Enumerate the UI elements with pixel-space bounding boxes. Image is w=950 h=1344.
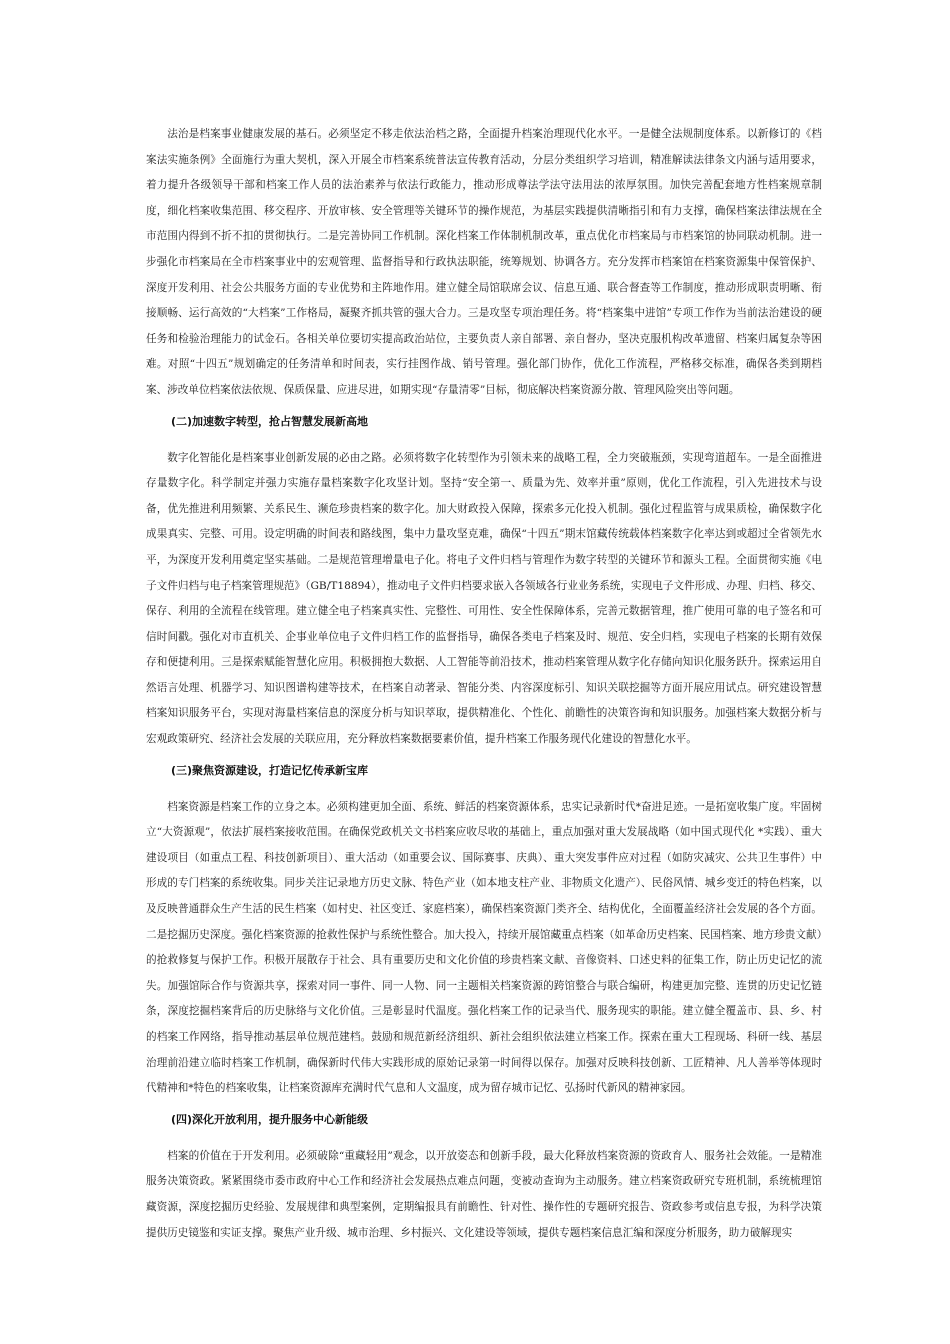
paragraph-utilization: 档案的价值在于开发利用。必须破除“重藏轻用”观念，以开放姿态和创新手段，最大化释放档案资源的资政育人、服务社会效能。一是精准服务决策资政。紧紧围绕市委市政府中心工作和经济社会发展热点难点问题，变被动查询为主动服务。建立档案资政研究专班机制，系统梳理馆藏资源，深度挖掘历史经验、发展规律和典型案例，定期编报具有前瞻性、针对性、操作性的专题研究报告、资政参考或信息专报，为科学决策提供历史镜鉴和实证支撑。聚焦产业升级、城市治理、乡村振兴、文化建设等领域，提供专题档案信息汇编和深度分析服务，助力破解现实 <box>146 1149 822 1239</box>
section-heading-digital: (二)加速数字转型，抢占智慧发展新高地 <box>171 414 369 428</box>
paragraph-rule-of-law: 法治是档案事业健康发展的基石。必须坚定不移走依法治档之路，全面提升档案治理现代化水平。一是健全法规制度体系。以新修订的《档案法实施条例》全面施行为重大契机，深入开展全市档案系统普法宣传教育活动，分层分类组织学习培训，精准解读法律条文内涵与适用要求，着力提升各级领导干部和档案工作人员的法治素养与依法行政能力，推动形成尊法学法守法用法的浓厚氛围。加快完善配套地方性档案规章制度，细化档案收集范围、移交程序、开放审核、安全管理等关键环节的操作规范，为基层实践提供清晰指引和有力支撑，确保档案法律法规在全市范围内得到不折不扣的贯彻执行。二是完善协同工作机制。深化档案工作体制机制改革，重点优化市档案局与市档案馆的协同联动机制。进一步强化市档案局在全市档案事业中的宏观管理、监督指导和行政执法职能，统筹规划、协调各方。充分发挥市档案馆在档案资源集中保管保护、深度开发利用、社会公共服务方面的专业优势和主阵地作用。建立健全局馆联席会议、信息互通、联合督查等工作制度，推动形成职责明晰、衔接顺畅、运行高效的“大档案”工作格局，凝聚齐抓共管的强大合力。三是攻坚专项治理任务。将“档案集中进馆”专项工作作为当前法治建设的硬任务和检验治理能力的试金石。各相关单位要切实提高政治站位，主要负责人亲自部署、亲自督办，坚决克服机构改革遗留、档案归属复杂等困难。对照“十四五”规划确定的任务清单和时间表，实行挂图作战、销号管理。强化部门协作，优化工作流程，严格移交标准，确保各类到期档案、涉改单位档案依法依规、保质保量、应进尽进，如期实现“存量清零”目标，彻底解决档案资源分散、管理风险突出等问题。 <box>146 128 822 396</box>
document-body <box>146 122 822 1246</box>
paragraph-resources: 档案资源是档案工作的立身之本。必须构建更加全面、系统、鲜活的档案资源体系，忠实记录新时代*奋进足迹。一是拓宽收集广度。牢固树立“大资源观”，依法扩展档案接收范围。在确保党政机关文书档案应收尽收的基础上，重点加强对重大发展战略（如中国式现代化 *实践）、重大建设项目（如重点工程、科技创新项目）、重大活动（如重要会议、国际赛事、庆典）、重大突发事件应对过程（如防灾减灾、公共卫生事件）中形成的专门档案的系统收集。同步关注记录地方历史文脉、特色产业（如本地支柱产业、非物质文化遗产）、民俗风情、城乡变迁的特色档案，以及反映普通群众生产生活的民生档案（如村史、社区变迁、家庭档案），确保档案资源门类齐全、结构优化，全面覆盖经济社会发展的各个方面。二是挖掘历史深度。强化档案资源的抢救性保护与系统性整合。加大投入，持续开展馆藏重点档案（如革命历史档案、民国档案、地方珍贵文献）的抢救修复与保护工作。积极开展散存于社会、具有重要历史和文化价值的珍贵档案文献、音像资料、口述史料的征集工作，防止历史记忆的流失。加强馆际合作与资源共享，探索对同一事件、同一人物、同一主题相关档案资源的跨馆整合与联合编研，构建更加完整、连贯的历史记忆链条，深度挖掘档案背后的历史脉络与文化价值。三是彰显时代温度。强化档案工作的记录当代、服务现实的职能。建立健全覆盖市、县、乡、村的档案工作网络，指导推动基层单位规范建档。鼓励和规范新经济组织、新社会组织依法建立档案工作。探索在重大工程现场、科研一线、基层治理前沿建立临时档案工作机制，确保新时代伟大实践形成的原始记录第一时间得以保存。加强对反映科技创新、工匠精神、凡人善举等体现时代精神和*特色的档案收集，让档案资源库充满时代气息和人文温度，成为留存城市记忆、弘扬时代新风的精神家园。 <box>146 800 822 1095</box>
section-heading-resources: (三)聚焦资源建设，打造记忆传承新宝库 <box>171 763 369 777</box>
paragraph-digital: 数字化智能化是档案事业创新发展的必由之路。必须将数字化转型作为引领未来的战略工程，全力突破瓶颈，实现弯道超车。一是全面推进存量数字化。科学制定并强力实施存量档案数字化攻坚计划。坚持“安全第一、质量为先、效率并重”原则，优化工作流程，引入先进技术与设备，优先推进利用频繁、关系民生、濒危珍贵档案的数字化。加大财政投入保障，探索多元化投入机制。强化过程监管与成果质检，确保数字化成果真实、完整、可用。设定明确的时间表和路线图，集中力量攻坚克难，确保“十四五”期末馆藏传统载体档案数字化率达到或超过全省领先水平，为深度开发利用奠定坚实基础。二是规范管理增量电子化。将电子文件归档与管理作为数字转型的关键环节和源头工程。全面贯彻实施《电子文件归档与电子档案管理规范》（GB/T18894），推动电子文件归档要求嵌入各领域各行业业务系统，实现电子文件形成、办理、归档、移交、保存、利用的全流程在线管理。建立健全电子档案真实性、完整性、可用性、安全性保障体系，完善元数据管理，推广使用可靠的电子签名和可信时间戳。强化对市直机关、企事业单位电子文件归档工作的监督指导，确保各类电子档案及时、规范、安全归档，实现电子档案的长期有效保存和便捷利用。三是探索赋能智慧化应用。积极拥抱大数据、人工智能等前沿技术，推动档案管理从数字化存储向知识化服务跃升。探索运用自然语言处理、机器学习、知识图谱构建等技术，在档案自动著录、智能分类、内容深度标引、知识关联挖掘等方面开展应用试点。研究建设智慧档案知识服务平台，实现对海量档案信息的深度分析与知识萃取，提供精准化、个性化、前瞻性的决策咨询和知识服务。加强档案大数据分析与宏观政策研究、经济社会发展的关联应用，充分释放档案数据要素价值，提升档案工作服务现代化建设的智慧化水平。 <box>146 451 822 746</box>
section-heading-utilization: (四)深化开放利用，提升服务中心新能级 <box>171 1112 369 1126</box>
